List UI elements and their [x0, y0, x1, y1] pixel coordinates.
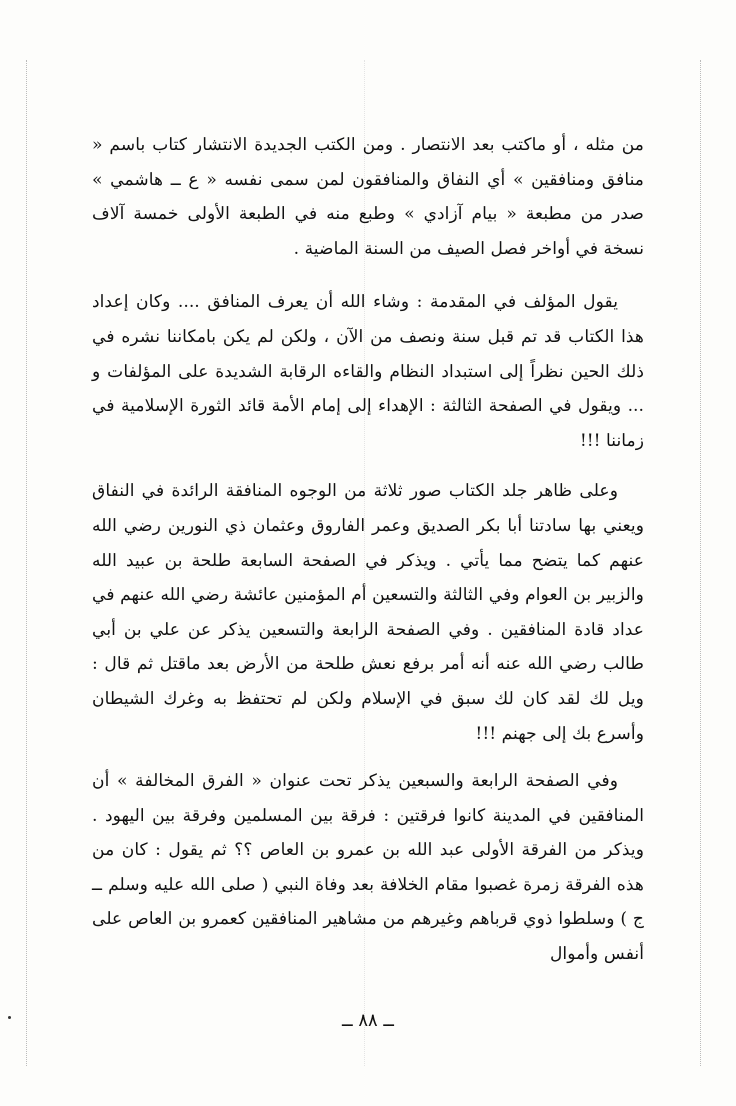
page-number: ــ ٨٨ ــ: [342, 1010, 394, 1031]
left-margin-guide: [26, 60, 27, 1066]
right-margin-guide: [700, 60, 701, 1066]
paragraph-3: وعلى ظاهر جلد الكتاب صور ثلاثة من الوجوه المنافقة الرائدة في النفاق ويعني بها سادتنا أبا بكر الصديق وعمر الفاروق وعثمان ذي النورين رضي الله عنهم كما يتضح مما يأتي . ويذكر في الصفحة السابعة طلحة بن عبيد الله والزبير بن العوام وفي الثالثة والتسعين أم المؤمنين عائشة رضي الله عنهم في عداد قادة المنافقين . وفي الصفحة الرابعة والتسعين يذكر عن علي بن أبي طالب رضي الله عنه أنه أمر برفع نعش طلحة من الأرض بعد ماقتل ثم قال : ويل لك لقد كان لك سبق في الإسلام ولكن لم تحتفظ به وغرك الشيطان وأسرع بك إلى جهنم !!!: [92, 481, 644, 744]
paragraph-2: يقول المؤلف في المقدمة : وشاء الله أن يعرف المنافق .... وكان إعداد هذا الكتاب قد تم قبل سنة ونصف من الآن ، ولكن لم يكن بامكاننا نشره في ذلك الحين نظراً إلى استبداد النظام والقاءه الرقابة الشديدة على المؤلفات و ... ويقول في الصفحة الثالثة : الإهداء إلى إمام الأمة قائد الثورة الإسلامية في زماننا !!!: [92, 292, 644, 451]
paragraph-1: من مثله ، أو ماكتب بعد الانتصار . ومن الكتب الجديدة الانتشار كتاب باسم « منافق ومنافقين » أي النفاق والمنافقون لمن سمى نفسه « ع ــ هاشمي » صدر من مطبعة « بيام آزادي » وطبع منه في الطبعة الأولى خمسة آلاف نسخة في أواخر فصل الصيف من السنة الماضية .: [92, 135, 644, 259]
document-page: [92, 128, 644, 972]
paragraph-4: وفي الصفحة الرابعة والسبعين يذكر تحت عنوان « الفرق المخالفة » أن المنافقين في المدينة كانوا فرقتين : فرقة بين المسلمين وفرقة بين اليهود . ويذكر من الفرقة الأولى عبد الله بن عمرو بن العاص ؟؟ ثم يقول : كان من هذه الفرقة زمرة غصبوا مقام الخلافة بعد وفاة النبي ( صلى الله عليه وسلم ــ ج ) وسلطوا ذوي قرباهم وغيرهم من مشاهير المنافقين كعمرو بن العاص على أنفس وأموال: [92, 771, 644, 965]
